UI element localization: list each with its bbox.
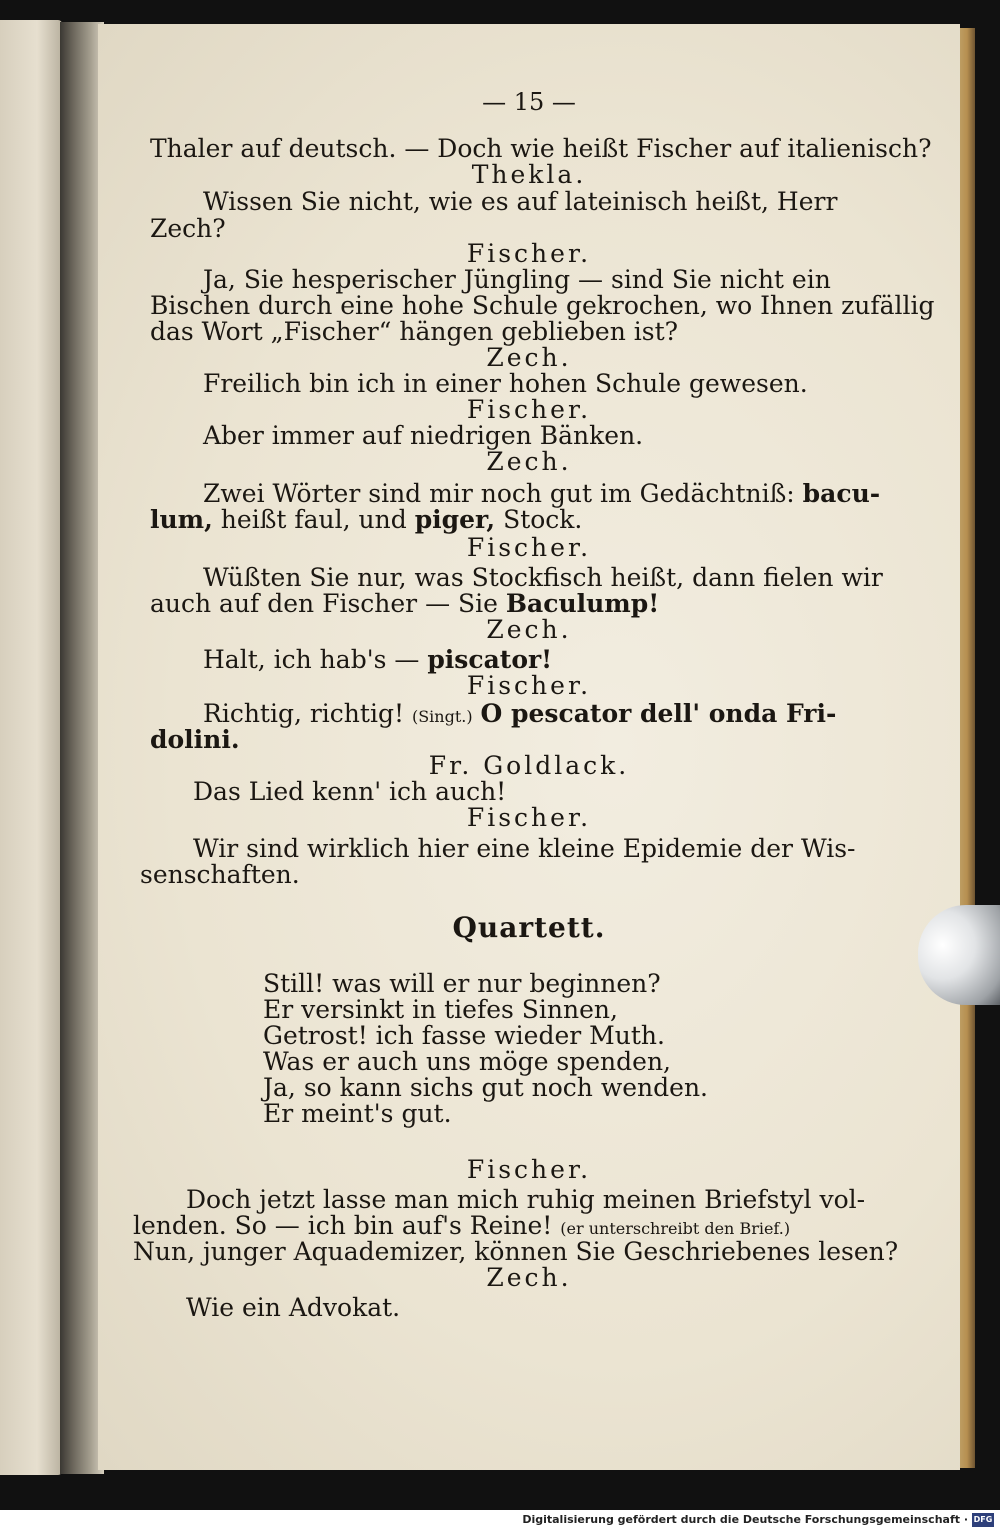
verse-line: Ja, so kann sichs gut noch wenden. [263, 1073, 708, 1102]
speaker-name: Fischer. [466, 803, 592, 832]
verse-line: Er meint's gut. [263, 1099, 452, 1128]
text-line: Ja, Sie hesperischer Jüngling — sind Sie nicht ein [203, 265, 831, 294]
page-clip [918, 905, 1000, 1005]
speaker-name: Zech. [486, 447, 572, 476]
text-line: Das Lied kenn' ich auch! [193, 777, 507, 806]
text-line: Halt, ich hab's — piscator! [203, 645, 553, 674]
text-line: Wüßten Sie nur, was Stockfisch heißt, dann fielen wir [203, 563, 883, 592]
text-line: Wir sind wirklich hier eine kleine Epidemie der Wis- [193, 834, 856, 863]
text-line: Zech? [150, 214, 226, 243]
text-line: Doch jetzt lasse man mich ruhig meinen Briefstyl vol- [186, 1185, 866, 1214]
speaker-name: Zech. [486, 343, 572, 372]
text-line: dolini. [150, 725, 240, 754]
text-line: senschaften. [140, 860, 300, 889]
text-line: Zwei Wörter sind mir noch gut im Gedächtniß: bacu- [203, 479, 881, 508]
text-line: Wissen Sie nicht, wie es auf lateinisch heißt, Herr [203, 187, 838, 216]
speaker-name: Fischer. [466, 1155, 592, 1184]
speaker-name: Zech. [486, 1263, 572, 1292]
digitization-credit: Digitalisierung gefördert durch die Deutsche Forschungsgemeinschaft · [522, 1513, 968, 1526]
text-line: Aber immer auf niedrigen Bänken. [203, 421, 644, 450]
text-line: Bischen durch eine hohe Schule gekrochen, wo Ihnen zufällig [150, 291, 935, 320]
speaker-name: Fischer. [466, 533, 592, 562]
text-line: auch auf den Fischer — Sie Baculump! [150, 589, 660, 618]
text-line: Nun, junger Aquademizer, können Sie Geschriebenes lesen? [133, 1237, 899, 1266]
verse-line: Getrost! ich fasse wieder Muth. [263, 1021, 665, 1050]
section-heading: Quartett. [452, 911, 606, 944]
book-page [98, 24, 960, 1470]
text-line: Richtig, richtig! (Singt.) O pescator dell' onda Fri- [203, 699, 837, 728]
text-line: lenden. So — ich bin auf's Reine! (er unterschreibt den Brief.) [133, 1211, 791, 1240]
speaker-name: Fischer. [466, 239, 592, 268]
text-line: Thaler auf deutsch. — Doch wie heißt Fischer auf italienisch? [150, 134, 932, 163]
verse-line: Still! was will er nur beginnen? [263, 969, 661, 998]
dfg-logo: DFG [972, 1513, 994, 1527]
page-number: — 15 — [482, 88, 576, 116]
speaker-name: Fr. Goldlack. [428, 751, 630, 780]
speaker-name: Thekla. [471, 160, 587, 189]
speaker-name: Fischer. [466, 395, 592, 424]
text-line: Freilich bin ich in einer hohen Schule gewesen. [203, 369, 808, 398]
text-line: Wie ein Advokat. [186, 1293, 401, 1322]
speaker-name: Zech. [486, 615, 572, 644]
text-line: lum, heißt faul, und piger, Stock. [150, 505, 583, 534]
verse-line: Was er auch uns möge spenden, [263, 1047, 672, 1076]
speaker-name: Fischer. [466, 671, 592, 700]
verse-line: Er versinkt in tiefes Sinnen, [263, 995, 618, 1024]
text-line: das Wort „Fischer“ hängen geblieben ist? [150, 317, 679, 346]
facing-page-edge [0, 20, 62, 1475]
